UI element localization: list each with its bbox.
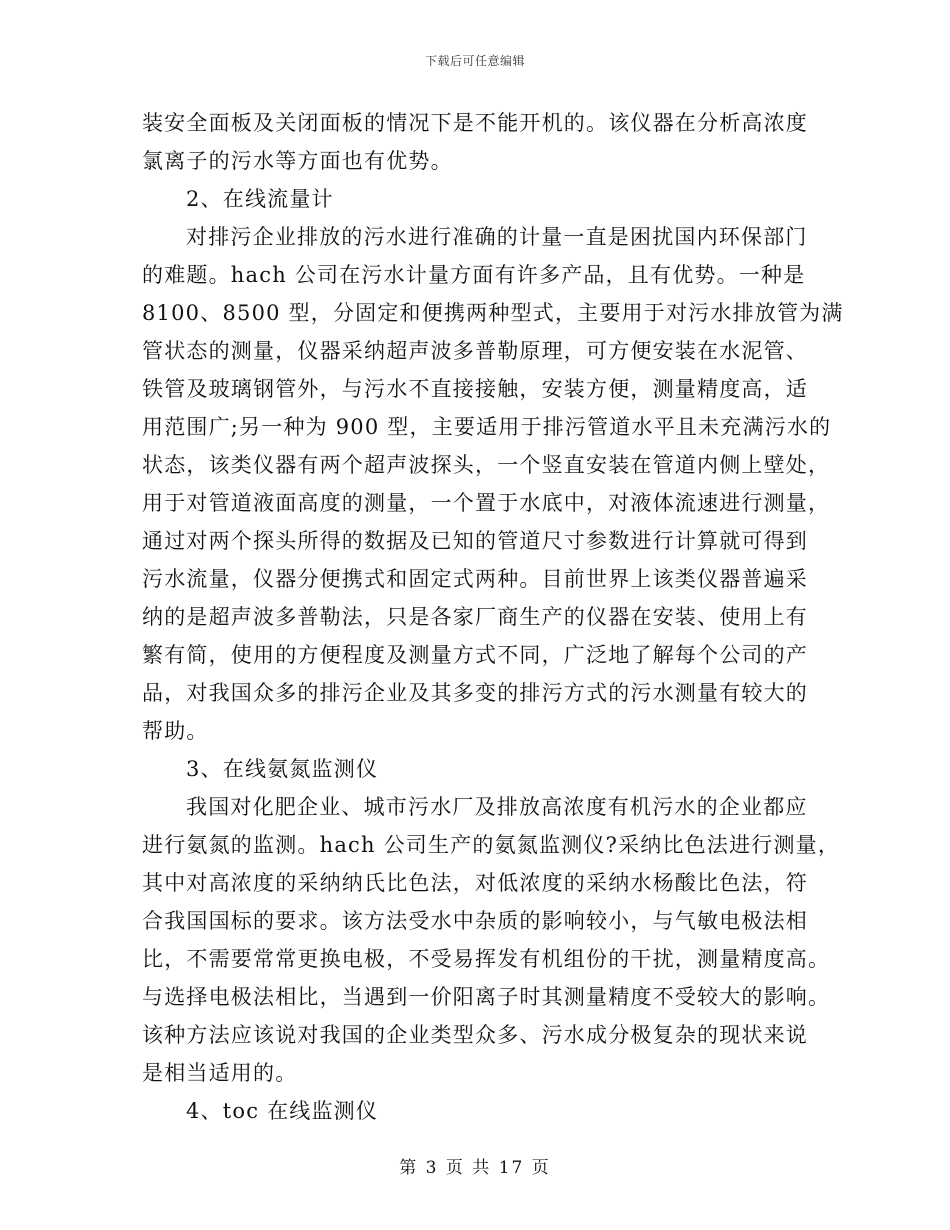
text-line: 通过对两个探头所得的数据及已知的管道尺寸参数进行计算就可得到 [142, 529, 808, 553]
text-line: 是相当适用的。 [142, 1061, 298, 1085]
paragraph-start: 我国对化肥企业、城市污水厂及排放高浓度有机污水的企业都应 [186, 795, 808, 819]
text-line: 繁有简，使用的方便程度及测量方式不同，广泛地了解每个公司的产 [142, 643, 808, 667]
text-line: 污水流量，仪器分便携式和固定式两种。目前世界上该类仪器普遍采 [142, 567, 808, 591]
text-line: 管状态的测量，仪器采纳超声波多普勒原理，可方便安装在水泥管、 [142, 339, 808, 363]
text-line: 用于对管道液面高度的测量，一个置于水底中，对液体流速进行测量， [142, 491, 831, 515]
section-heading-ammonia: 3、在线氨氮监测仪 [186, 757, 379, 781]
text-line: 用范围广;另一种为 900 型，主要适用于排污管道水平且未充满污水的 [142, 415, 832, 439]
page-number: 第 3 页 共 17 页 [399, 1158, 551, 1178]
text-line: 8100、8500 型，分固定和便携两种型式，主要用于对污水排放管为满 [142, 301, 844, 325]
text-line: 铁管及玻璃钢管外，与污水不直接接触，安装方便，测量精度高，适 [142, 377, 808, 401]
text-line: 品，对我国众多的排污企业及其多变的排污方式的污水测量有较大的 [142, 681, 808, 705]
text-line: 帮助。 [142, 719, 209, 743]
text-line: 合我国国标的要求。该方法受水中杂质的影响较小，与气敏电极法相 [142, 909, 808, 933]
text-line: 该种方法应该说对我国的企业类型众多、污水成分极复杂的现状来说 [142, 1023, 808, 1047]
text-line: 比，不需要常常更换电极，不受易挥发有机组份的干扰，测量精度高。 [142, 947, 831, 971]
text-line: 装安全面板及关闭面板的情况下是不能开机的。该仪器在分析高浓度 [142, 111, 808, 135]
text-line: 状态，该类仪器有两个超声波探头，一个竖直安装在管道内侧上壁处， [142, 453, 831, 477]
text-line: 其中对高浓度的采纳纳氏比色法，对低浓度的采纳水杨酸比色法，符 [142, 871, 808, 895]
page-header: 下载后可任意编辑 [424, 54, 525, 68]
text-line: 的难题。hach 公司在污水计量方面有许多产品，且有优势。一种是 [142, 263, 806, 287]
section-heading-toc: 4、toc 在线监测仪 [186, 1099, 379, 1123]
document-body [142, 104, 844, 1130]
section-heading-flowmeter: 2、在线流量计 [186, 187, 334, 211]
text-line: 纳的是超声波多普勒法，只是各家厂商生产的仪器在安装、使用上有 [142, 605, 808, 629]
text-line: 氯离子的污水等方面也有优势。 [142, 149, 453, 173]
paragraph-start: 对排污企业排放的污水进行准确的计量一直是困扰国内环保部门 [186, 225, 808, 249]
text-line: 与选择电极法相比，当遇到一价阳离子时其测量精度不受较大的影响。 [142, 985, 831, 1009]
text-line: 进行氨氮的监测。hach 公司生产的氨氮监测仪?采纳比色法进行测量， [142, 833, 841, 857]
